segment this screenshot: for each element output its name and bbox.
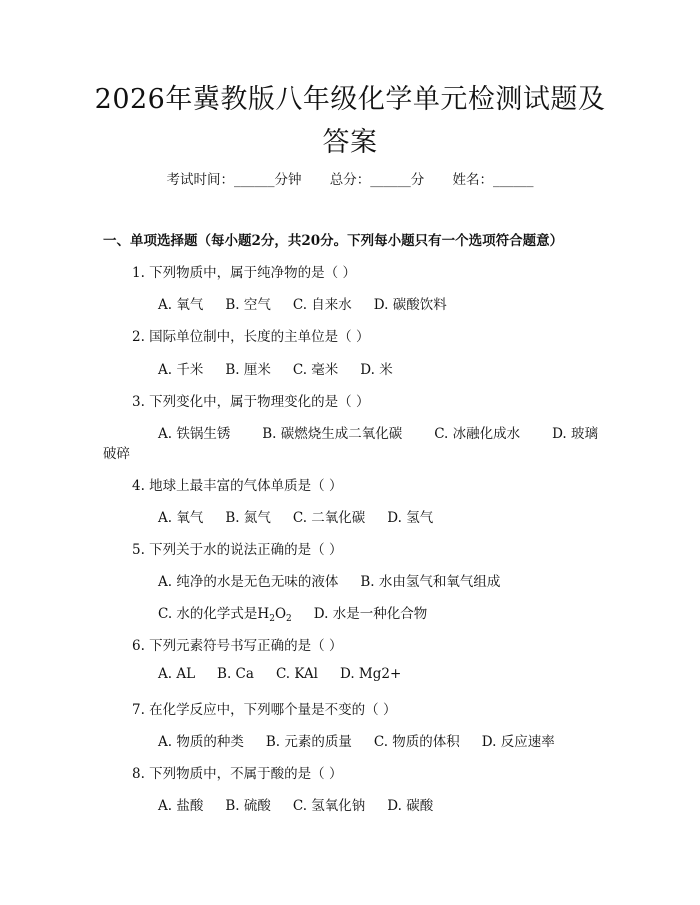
option-c-text: C. 水的化学式是H xyxy=(158,606,270,622)
option-c xyxy=(158,602,292,624)
question-5-options-row2 xyxy=(158,602,427,624)
question-5: 5. 下列关于水的说法正确的是（ ） xyxy=(132,542,343,558)
option-b: B. Ca xyxy=(217,666,254,682)
option-b: B. 厘米 xyxy=(225,362,271,378)
option-d: D. 反应速率 xyxy=(481,734,555,750)
question-2: 2. 国际单位制中，长度的主单位是（ ） xyxy=(132,329,370,345)
option-d-continued: 破碎 xyxy=(103,446,130,462)
option-c: C. KAl xyxy=(275,666,318,682)
question-6-options xyxy=(158,666,401,682)
option-b: B. 硫酸 xyxy=(225,798,271,814)
question-2-options xyxy=(158,358,393,378)
subscript-2: 2 xyxy=(286,614,292,624)
option-c: C. 氢氧化钠 xyxy=(292,798,366,814)
question-4: 4. 地球上最丰富的气体单质是（ ） xyxy=(132,478,343,494)
question-1-options xyxy=(158,293,447,313)
option-d: D. 氢气 xyxy=(387,510,434,526)
option-c: C. 毫米 xyxy=(292,362,339,378)
question-7: 7. 在化学反应中，下列哪个量是不变的（ ） xyxy=(132,702,397,718)
option-b: B. 元素的质量 xyxy=(265,734,352,750)
option-b: B. 空气 xyxy=(225,297,271,313)
question-8-options xyxy=(158,794,433,814)
document-title: 2026年冀教版八年级化学单元检测试题及答案 xyxy=(94,84,606,158)
question-7-options xyxy=(158,730,555,750)
formula-o: O xyxy=(274,606,287,622)
option-a: A. 物质的种类 xyxy=(158,734,244,750)
question-8: 8. 下列物质中，不属于酸的是（ ） xyxy=(132,766,343,782)
option-c: C. 自来水 xyxy=(292,297,352,313)
option-d: D. Mg2+ xyxy=(339,666,402,682)
option-c: C. 二氧化碳 xyxy=(292,510,366,526)
option-a: A. 氧气 xyxy=(158,510,204,526)
option-c: C. 物质的体积 xyxy=(373,734,460,750)
option-d: D. 玻璃 xyxy=(552,426,598,442)
exam-name: 姓名：______ xyxy=(452,172,534,188)
section-heading: 一、单项选择题（每小题2分，共20分。下列每小题只有一个选项符合题意） xyxy=(103,233,564,249)
question-4-options xyxy=(158,506,433,526)
option-b: B. 碳燃烧生成二氧化碳 xyxy=(262,426,403,442)
question-3: 3. 下列变化中，属于物理变化的是（ ） xyxy=(132,394,370,410)
option-a: A. AL xyxy=(158,666,196,682)
option-d: D. 碳酸 xyxy=(387,798,434,814)
option-b: B. 氮气 xyxy=(225,510,271,526)
question-6: 6. 下列元素符号书写正确的是（ ） xyxy=(132,638,343,654)
option-c: C. 冰融化成水 xyxy=(434,426,521,442)
option-d: D. 米 xyxy=(360,362,393,378)
option-a: A. 氧气 xyxy=(158,297,204,313)
question-1: 1. 下列物质中，属于纯净物的是（ ） xyxy=(132,265,356,281)
subscript-2: 2 xyxy=(269,614,275,624)
option-d: D. 碳酸饮料 xyxy=(373,297,447,313)
option-a: A. 盐酸 xyxy=(158,798,204,814)
option-a: A. 铁锅生锈 xyxy=(158,426,231,442)
exam-score: 总分：______分 xyxy=(329,172,425,188)
question-5-options-row1 xyxy=(158,570,500,590)
option-a: A. 纯净的水是无色无味的液体 xyxy=(158,574,339,590)
option-b: B. 水由氢气和氧气组成 xyxy=(360,574,501,590)
option-d: D. 水是一种化合物 xyxy=(313,606,428,622)
exam-time: 考试时间：______分钟 xyxy=(166,172,302,188)
exam-info xyxy=(0,168,700,188)
question-3-options xyxy=(158,422,598,442)
option-a: A. 千米 xyxy=(158,362,204,378)
